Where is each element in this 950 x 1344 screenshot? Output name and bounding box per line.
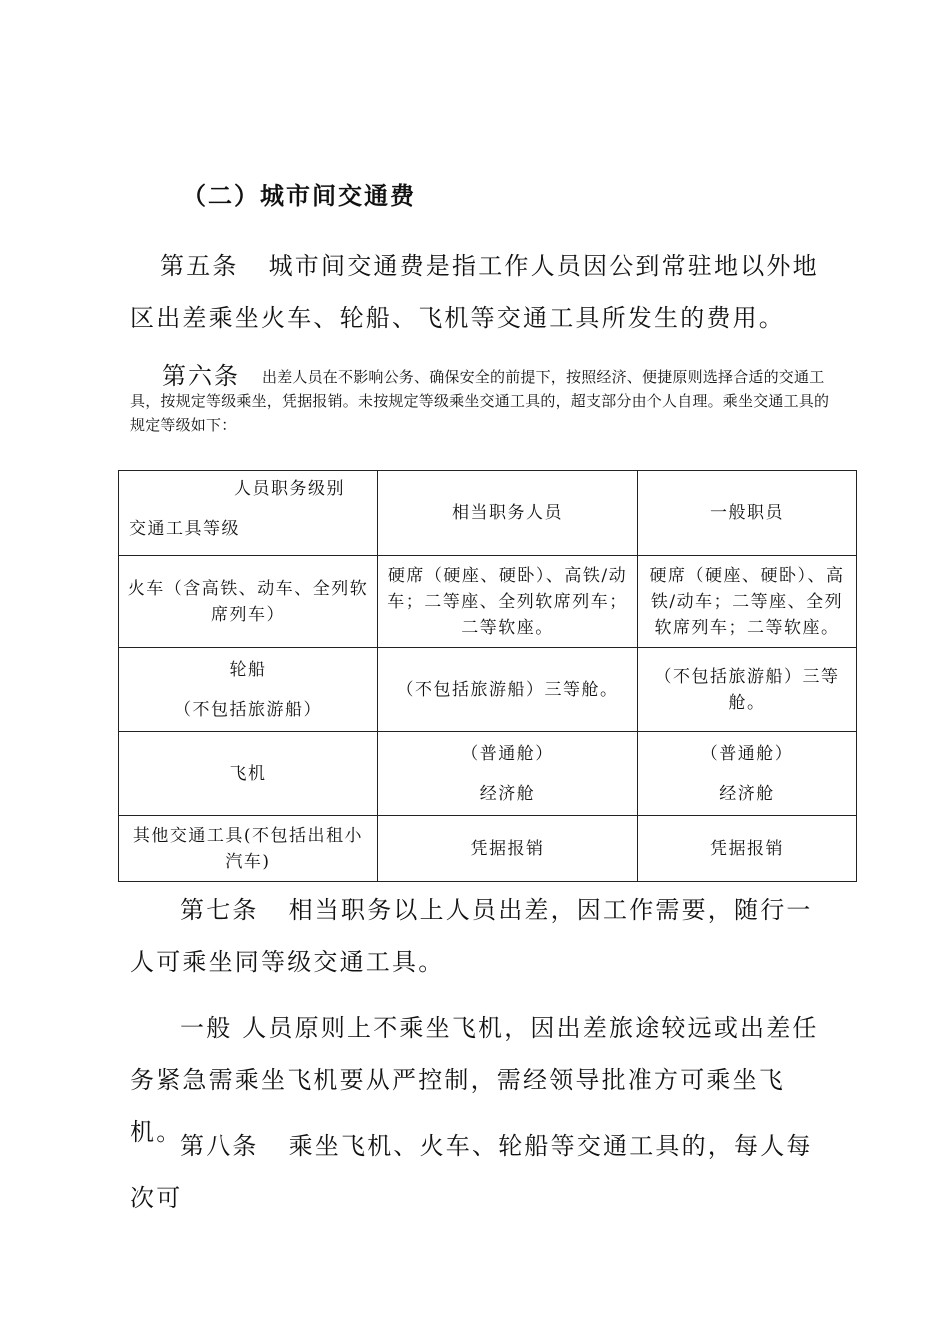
header-equivalent-staff: 相当职务人员: [378, 471, 638, 556]
vehicle-plane: 飞机: [119, 732, 378, 816]
vehicle-ship-name: 轮船: [229, 659, 267, 680]
article-7: [130, 884, 835, 988]
table-row: [119, 648, 857, 732]
other-general-staff: 凭据报销: [638, 816, 857, 882]
article-6-text: 出差人员在不影响公务、确保安全的前提下，按照经济、便捷原则选择合适的交通工具，按规定等级乘坐，凭据报销。未按规定等级乘坐交通工具的，超支部分由个人自理。乘坐交通工具的规定等级如下：: [130, 368, 830, 434]
vehicle-other: 其他交通工具(不包括出租小汽车): [119, 816, 378, 882]
article-6-label: 第六条: [162, 362, 240, 390]
article-8-label: 第八条: [180, 1132, 259, 1160]
plane-equivalent-class: 经济舱: [479, 783, 536, 804]
train-general-staff: 硬席（硬座、硬卧）、高铁/动车；二等座、全列软席列车；二等软座。: [638, 556, 857, 648]
other-equivalent-staff: 凭据报销: [378, 816, 638, 882]
plane-general-class-note: （普通舱）: [700, 743, 794, 764]
table-header-row: [119, 471, 857, 556]
article-5-text: 城市间交通费是指工作人员因公到常驻地以外地区出差乘坐火车、轮船、飞机等交通工具所发生的费用。: [130, 252, 819, 332]
header-vehicle-grade: 交通工具等级: [129, 519, 240, 539]
article-5-label: 第五条: [160, 252, 239, 280]
table-row: [119, 816, 857, 882]
transport-grade-table: [118, 470, 857, 882]
article-5: [130, 240, 835, 344]
header-position-level: 人员职务级别: [234, 479, 345, 499]
plane-general-class: 经济舱: [719, 783, 775, 804]
article-7-text: 相当职务以上人员出差，因工作需要，随行一人可乘坐同等级交通工具。: [130, 896, 813, 976]
header-diagonal-cell: [119, 471, 378, 556]
plane-general-staff: [638, 732, 857, 816]
table-row: [119, 732, 857, 816]
article-6: [130, 364, 840, 437]
vehicle-ship-note: （不包括旅游船）: [174, 699, 322, 720]
article-7-paragraph-2: 一般 人员原则上不乘坐飞机，因出差旅途较远或出差任务紧急需乘坐飞机要从严控制，需经领导批准方可乘坐飞机。: [130, 1014, 819, 1146]
table-row: [119, 556, 857, 648]
plane-equivalent-class-note: （普通舱）: [461, 743, 554, 764]
plane-equivalent-staff: [378, 732, 638, 816]
ship-general-staff: （不包括旅游船）三等舱。: [638, 648, 857, 732]
header-general-staff: 一般职员: [638, 471, 857, 556]
ship-equivalent-staff: （不包括旅游船）三等舱。: [378, 648, 638, 732]
article-7-label: 第七条: [180, 896, 259, 924]
article-8: [130, 1120, 835, 1224]
article-8-text: 乘坐飞机、火车、轮船等交通工具的，每人每次可: [130, 1132, 813, 1212]
vehicle-train: 火车（含高铁、动车、全列软席列车）: [119, 556, 378, 648]
section-heading: （二）城市间交通费: [182, 182, 416, 210]
vehicle-ship: [119, 648, 378, 732]
train-equivalent-staff: 硬席（硬座、硬卧）、高铁/动车；二等座、全列软席列车；二等软座。: [378, 556, 638, 648]
